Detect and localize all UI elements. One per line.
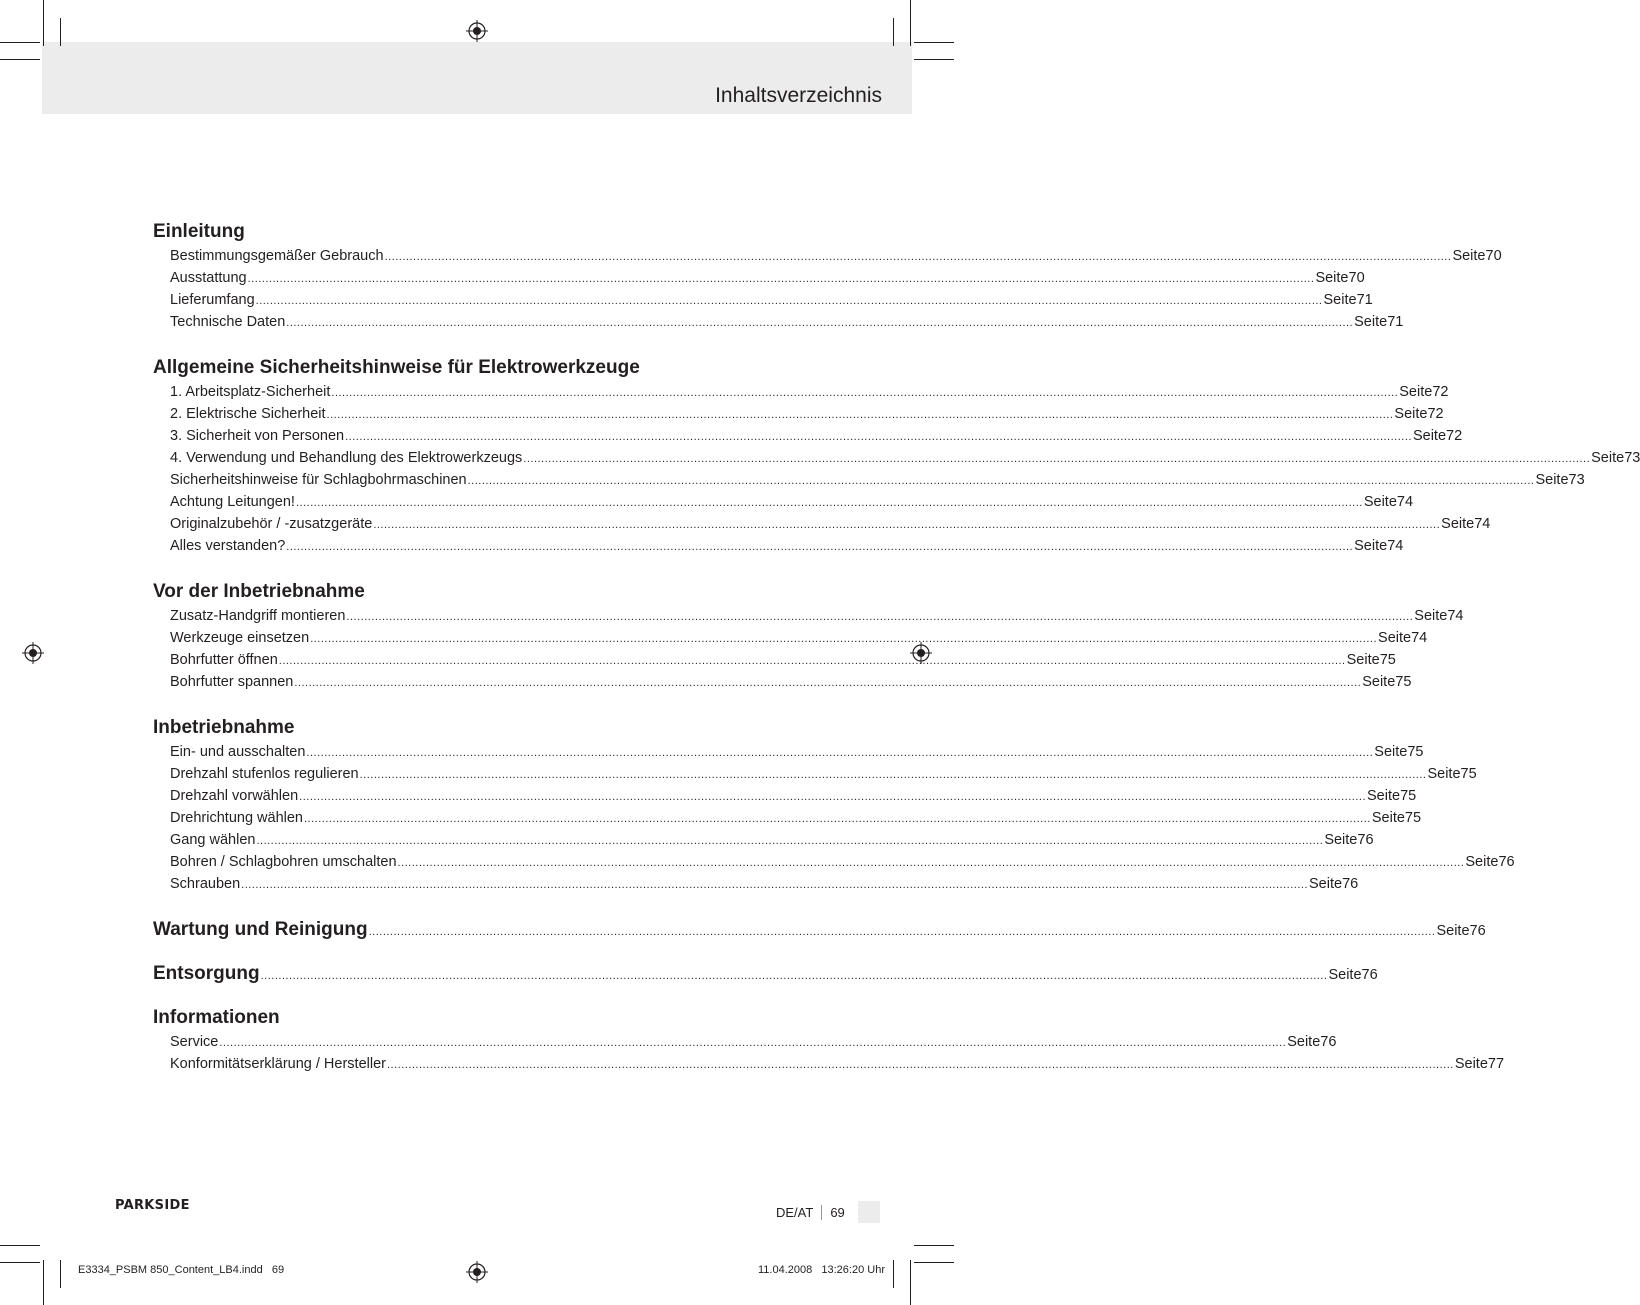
entry-page-word: Seite	[1427, 766, 1461, 782]
leader-dots: ............................................................................................................................................................................................................................................................................................................	[397, 857, 1465, 869]
toc-entry[interactable]	[153, 807, 1422, 829]
entry-label: Bestimmungsgemäßer Gebrauch	[170, 248, 384, 264]
toc-section-inline[interactable]	[153, 917, 1486, 943]
page-number: 69	[830, 1204, 845, 1220]
entry-page-word: Seite	[1363, 494, 1397, 510]
leader-dots: ............................................................................................................................................................................................................................................................................................................	[346, 611, 1414, 623]
section-title[interactable]: Informationen	[153, 1007, 280, 1028]
registration-mark-icon	[466, 1261, 488, 1283]
entry-label: 4. Verwendung und Behandlung des Elektrowerkzeugs	[170, 450, 523, 466]
toc-entry[interactable]	[153, 741, 1424, 763]
entry-page: 75	[1404, 810, 1422, 826]
leader-dots: ............................................................................................................................................................................................................................................................................................................	[384, 251, 1452, 263]
toc-entry[interactable]	[153, 403, 1444, 425]
toc-section	[153, 355, 1640, 557]
entry-page: 74	[1474, 516, 1491, 532]
toc-entry[interactable]	[153, 873, 1359, 895]
table-of-contents	[153, 219, 1640, 1097]
entry-page: 73	[1624, 450, 1640, 466]
leader-dots: ............................................................................................................................................................................................................................................................................................................	[286, 317, 1354, 329]
toc-section	[153, 715, 1515, 895]
toc-entry[interactable]	[153, 447, 1640, 469]
entry-page-word: Seite	[1414, 608, 1448, 624]
entry-label: Bohrfutter öffnen	[170, 652, 278, 668]
entry-page: 74	[1447, 608, 1464, 624]
entry-page: 76	[1320, 1034, 1337, 1050]
toc-entry[interactable]	[153, 785, 1417, 807]
entry-label: Drehzahl stufenlos regulieren	[170, 766, 359, 782]
leader-dots: ............................................................................................................................................................................................................................................................................................................	[523, 453, 1591, 465]
entry-label: Ein- und ausschalten	[170, 744, 306, 760]
entry-page: 72	[1446, 428, 1463, 444]
entry-page-word: Seite	[1412, 428, 1447, 444]
entry-page: 75	[1395, 674, 1412, 690]
toc-entry[interactable]	[153, 425, 1463, 447]
entry-page-word: Seite	[1454, 1056, 1488, 1072]
page-tab	[858, 1201, 880, 1223]
toc-entry[interactable]	[153, 627, 1428, 649]
entry-label: Konformitätserklärung / Hersteller	[170, 1056, 386, 1072]
toc-entry[interactable]	[153, 605, 1464, 627]
entry-page-word: Seite	[1323, 292, 1357, 308]
toc-entry[interactable]	[153, 267, 1365, 289]
toc-entry[interactable]	[153, 649, 1396, 671]
toc-entry[interactable]	[153, 1031, 1337, 1053]
leader-dots: ............................................................................................................................................................................................................................................................................................................	[278, 655, 1346, 667]
entry-page-word: Seite	[1324, 832, 1358, 848]
entry-page-word: Seite	[1452, 248, 1486, 264]
entry-page-word: Seite	[1535, 472, 1569, 488]
leader-dots: ............................................................................................................................................................................................................................................................................................................	[467, 475, 1535, 487]
entry-page: 71	[1356, 292, 1373, 308]
entry-page: 75	[1400, 788, 1417, 804]
entry-page-word: Seite	[1328, 967, 1362, 983]
entry-label: 2. Elektrische Sicherheit	[170, 406, 326, 422]
entry-label: Drehzahl vorwählen	[170, 788, 299, 804]
entry-page-word: Seite	[1371, 810, 1405, 826]
leader-dots: ............................................................................................................................................................................................................................................................................................................	[331, 387, 1399, 399]
leader-dots: ............................................................................................................................................................................................................................................................................................................	[306, 747, 1374, 759]
registration-mark-icon	[466, 20, 488, 42]
toc-entry[interactable]	[153, 245, 1502, 267]
crop-mark	[914, 1262, 954, 1263]
crop-mark	[60, 1260, 61, 1288]
entry-page: 75	[1460, 766, 1477, 782]
section-title: Entsorgung	[153, 963, 260, 984]
leader-dots: ............................................................................................................................................................................................................................................................................................................	[368, 926, 1436, 938]
section-title[interactable]: Vor der Inbetriebnahme	[153, 581, 365, 602]
entry-page: 72	[1432, 384, 1449, 400]
entry-page-word: Seite	[1309, 876, 1343, 892]
crop-mark	[60, 18, 61, 46]
entry-page: 72	[1427, 406, 1444, 422]
crop-mark	[910, 1260, 911, 1305]
crop-mark	[893, 18, 894, 46]
entry-page: 74	[1396, 494, 1414, 510]
entry-label: Drehrichtung wählen	[170, 810, 303, 826]
entry-label: Bohren / Schlagbohren umschalten	[170, 854, 397, 870]
entry-page-word: Seite	[1441, 516, 1475, 532]
crop-mark	[0, 1245, 40, 1246]
entry-page-word: Seite	[1378, 630, 1412, 646]
leader-dots: ............................................................................................................................................................................................................................................................................................................	[359, 769, 1427, 781]
slug-timestamp: 11.04.2008 13:26:20 Uhr	[757, 1264, 885, 1276]
leader-dots: ............................................................................................................................................................................................................................................................................................................	[295, 497, 1363, 509]
leader-dots: ............................................................................................................................................................................................................................................................................................................	[241, 879, 1308, 891]
section-title[interactable]: Einleitung	[153, 221, 245, 242]
entry-page: 71	[1387, 314, 1404, 330]
entry-page-word: Seite	[1394, 406, 1428, 422]
entry-label: Technische Daten	[170, 314, 286, 330]
entry-label: 3. Sicherheit von Personen	[170, 428, 345, 444]
crop-mark	[43, 1260, 44, 1305]
crop-mark	[914, 59, 954, 60]
entry-label: Schrauben	[170, 876, 241, 892]
entry-page-word: Seite	[1374, 744, 1408, 760]
toc-entry[interactable]	[153, 535, 1404, 557]
entry-page: 76	[1357, 832, 1374, 848]
toc-section	[153, 219, 1502, 333]
entry-label: Zusatz-Handgriff montieren	[170, 608, 346, 624]
entry-page: 76	[1361, 967, 1378, 983]
toc-entry[interactable]	[153, 829, 1374, 851]
entry-label: Lieferumfang	[170, 292, 255, 308]
crop-mark	[914, 1245, 954, 1246]
crop-mark	[43, 0, 44, 46]
entry-page: 76	[1498, 854, 1515, 870]
toc-entry[interactable]	[153, 851, 1515, 873]
entry-page: 70	[1348, 270, 1365, 286]
toc-section-inline[interactable]	[153, 961, 1378, 987]
leader-dots: ............................................................................................................................................................................................................................................................................................................	[247, 273, 1315, 285]
entry-page-word: Seite	[1287, 1034, 1321, 1050]
entry-page-word: Seite	[1346, 652, 1380, 668]
leader-dots: ............................................................................................................................................................................................................................................................................................................	[255, 295, 1323, 307]
section-title[interactable]: Allgemeine Sicherheitshinweise für Elektrowerkzeuge	[153, 357, 640, 378]
toc-entry[interactable]	[153, 1053, 1505, 1075]
crop-mark	[0, 59, 40, 60]
entry-page: 75	[1407, 744, 1424, 760]
entry-label: Bohrfutter spannen	[170, 674, 294, 690]
leader-dots: ............................................................................................................................................................................................................................................................................................................	[373, 519, 1441, 531]
entry-label: Werkzeuge einsetzen	[170, 630, 310, 646]
entry-page-word: Seite	[1465, 854, 1499, 870]
entry-page-word: Seite	[1591, 450, 1625, 466]
leader-dots: ............................................................................................................................................................................................................................................................................................................	[345, 431, 1412, 443]
entry-page-word: Seite	[1367, 788, 1401, 804]
leader-dots: ............................................................................................................................................................................................................................................................................................................	[294, 677, 1362, 689]
crop-mark	[0, 42, 40, 43]
entry-page: 75	[1379, 652, 1396, 668]
entry-label: Ausstattung	[170, 270, 247, 286]
registration-mark-icon	[22, 642, 44, 664]
crop-mark	[0, 1262, 40, 1263]
entry-page: 76	[1469, 923, 1486, 939]
entry-page: 74	[1411, 630, 1428, 646]
entry-label: Achtung Leitungen!	[170, 494, 295, 510]
toc-section	[153, 1005, 1505, 1075]
page-footer	[776, 1200, 880, 1224]
entry-label: Sicherheitshinweise für Schlagbohrmaschinen	[170, 472, 467, 488]
toc-section	[153, 579, 1464, 693]
toc-entry[interactable]	[153, 469, 1585, 491]
page-title: Inhaltsverzeichnis	[715, 84, 882, 107]
entry-page: 74	[1387, 538, 1404, 554]
leader-dots: ............................................................................................................................................................................................................................................................................................................	[219, 1037, 1287, 1049]
slug-filename: E3334_PSBM 850_Content_LB4.indd 69	[78, 1264, 285, 1276]
language-code: DE/AT	[776, 1205, 822, 1220]
toc-entry[interactable]	[153, 311, 1404, 333]
section-title: Wartung und Reinigung	[153, 919, 368, 940]
entry-page: 76	[1342, 876, 1359, 892]
toc-entry[interactable]	[153, 491, 1414, 513]
toc-entry[interactable]	[153, 381, 1449, 403]
entry-page: 73	[1568, 472, 1585, 488]
leader-dots: ............................................................................................................................................................................................................................................................................................................	[386, 1059, 1454, 1071]
entry-label: Originalzubehör / -zusatzgeräte	[170, 516, 373, 532]
entry-page-word: Seite	[1354, 538, 1388, 554]
leader-dots: ............................................................................................................................................................................................................................................................................................................	[299, 791, 1367, 803]
leader-dots: ............................................................................................................................................................................................................................................................................................................	[304, 813, 1371, 825]
crop-mark	[914, 42, 954, 43]
entry-label: Gang wählen	[170, 832, 256, 848]
toc-entry[interactable]	[153, 289, 1373, 311]
entry-page-word: Seite	[1354, 314, 1388, 330]
toc-entry[interactable]	[153, 513, 1491, 535]
toc-entry[interactable]	[153, 763, 1477, 785]
section-title[interactable]: Inbetriebnahme	[153, 717, 295, 738]
crop-mark	[910, 0, 911, 46]
entry-page: 77	[1487, 1056, 1505, 1072]
entry-label: 1. Arbeitsplatz-Sicherheit	[170, 384, 331, 400]
entry-page-word: Seite	[1362, 674, 1396, 690]
entry-page: 70	[1485, 248, 1502, 264]
entry-page-word: Seite	[1436, 923, 1470, 939]
brand-logo: PARKSIDE	[115, 1198, 190, 1213]
toc-entry[interactable]	[153, 671, 1412, 693]
crop-mark	[893, 1260, 894, 1288]
entry-label: Service	[170, 1034, 219, 1050]
entry-label: Alles verstanden?	[170, 538, 286, 554]
leader-dots: ............................................................................................................................................................................................................................................................................................................	[310, 633, 1378, 645]
leader-dots: ............................................................................................................................................................................................................................................................................................................	[326, 409, 1394, 421]
entry-page-word: Seite	[1315, 270, 1349, 286]
entry-page-word: Seite	[1399, 384, 1433, 400]
leader-dots: ............................................................................................................................................................................................................................................................................................................	[286, 541, 1354, 553]
leader-dots: ............................................................................................................................................................................................................................................................................................................	[260, 970, 1328, 982]
leader-dots: ............................................................................................................................................................................................................................................................................................................	[256, 835, 1324, 847]
